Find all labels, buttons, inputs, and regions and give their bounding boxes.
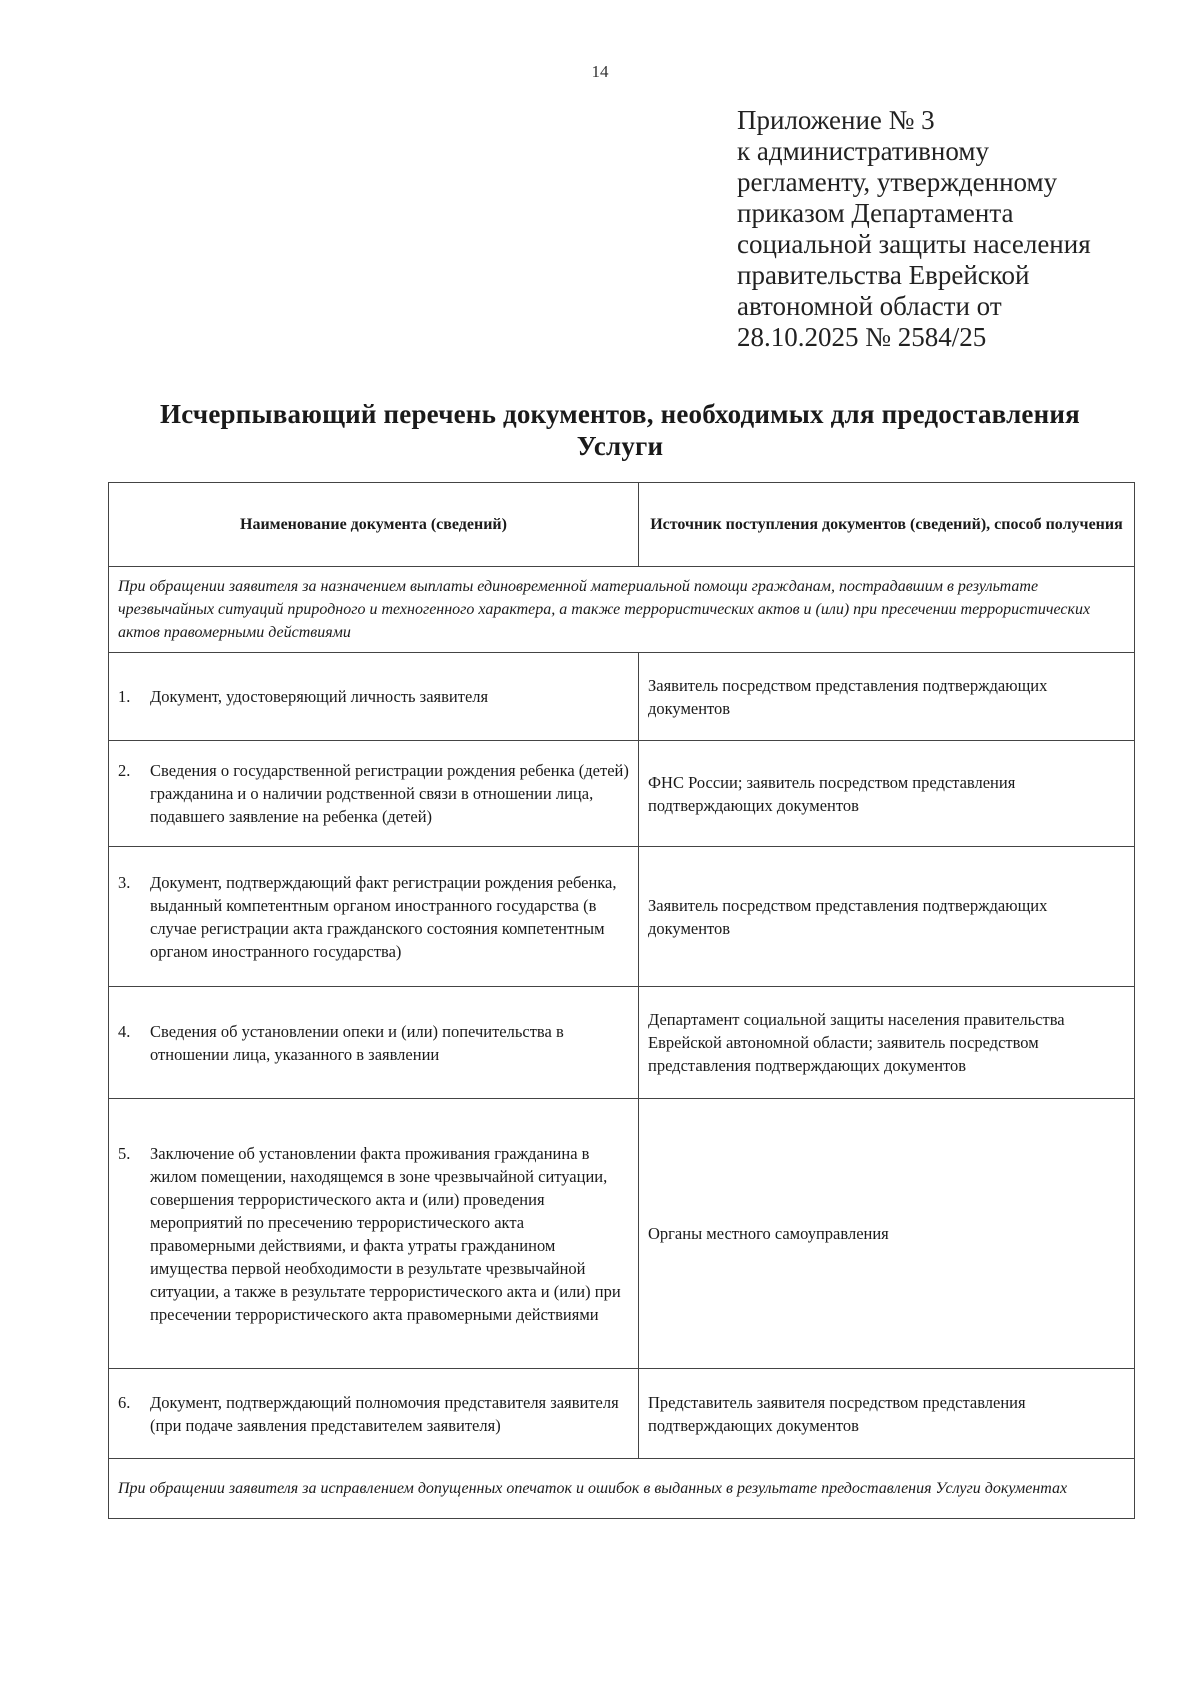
annex-line: правительства Еврейской (737, 260, 1030, 290)
document-name-cell (109, 1369, 639, 1459)
document-name-cell (109, 1099, 639, 1369)
document-name: Заключение об установлении факта проживания гражданина в жилом помещении, находящемся в зоне чрезвычайной ситуации, совершения террористического акта и (или) проведения мероприятий по пресечению террористического акта правомерными действиями, и факта утраты гражданином имущества первой необходимости в результате чрезвычайной ситуации, а также в результате террористического акта и (или) при пресечении террористического акта правомерными действиями (150, 1143, 621, 1324)
header-document-name: Наименование документа (сведений) (109, 483, 639, 567)
section-heading-corrections: При обращении заявителя за исправлением допущенных опечаток и ошибок в выданных в результате предоставления Услуги документах (109, 1459, 1135, 1519)
document-name-cell (109, 653, 639, 741)
document-name: Документ, удостоверяющий личность заявителя (150, 687, 489, 706)
annex-header (737, 105, 1157, 353)
table-row (109, 741, 1135, 847)
document-title (120, 398, 1120, 462)
row-number: 5. (118, 1143, 131, 1163)
document-name: Документ, подтверждающий полномочия представителя заявителя (при подаче заявления представителем заявителя) (150, 1392, 619, 1435)
section-row (109, 567, 1135, 653)
document-name: Сведения о государственной регистрации рождения ребенка (детей) гражданина и о наличии родственной связи в отношении лица, подавшего заявление на ребенка (детей) (150, 761, 629, 826)
document-source: Заявитель посредством представления подтверждающих документов (639, 653, 1135, 741)
row-number: 1. (118, 687, 131, 706)
row-number: 3. (118, 872, 131, 892)
document-title-line-2: Услуги (576, 431, 664, 461)
page-number: 14 (591, 62, 609, 81)
table-row (109, 987, 1135, 1099)
annex-line: регламенту, утвержденному (737, 167, 1058, 197)
document-name-cell (109, 741, 639, 847)
annex-line: к административному (737, 136, 989, 166)
table-row (109, 1369, 1135, 1459)
row-number: 2. (118, 761, 131, 780)
document-source: Департамент социальной защиты населения правительства Еврейской автономной области; заявитель посредством представления подтверждающих документов (639, 987, 1135, 1099)
annex-line: Приложение № 3 (737, 105, 935, 135)
row-number: 4. (118, 1021, 131, 1041)
table-row (109, 1099, 1135, 1369)
annex-line: автономной области от (737, 291, 1002, 321)
document-source: Заявитель посредством представления подтверждающих документов (639, 847, 1135, 987)
document-source: ФНС России; заявитель посредством представления подтверждающих документов (639, 741, 1135, 847)
table-row (109, 653, 1135, 741)
section-row (109, 1459, 1135, 1519)
document-name: Документ, подтверждающий факт регистрации рождения ребенка, выданный компетентным органом иностранного государства (в случае регистрации акта гражданского состояния компетентным органом иностранного государства) (150, 872, 617, 961)
table-row (109, 847, 1135, 987)
section-heading-lump-sum-aid: При обращении заявителя за назначением выплаты единовременной материальной помощи гражданам, пострадавшим в результате чрезвычайных ситуаций природного и техногенного характера, а также террористических актов и (или) при пресечении террористических актов правомерными действиями (109, 567, 1135, 653)
document-name-cell (109, 987, 639, 1099)
documents-table (108, 482, 1135, 1519)
document-title-line-1: Исчерпывающий перечень документов, необходимых для предоставления (160, 399, 1080, 429)
table-header-row (109, 483, 1135, 567)
row-number: 6. (118, 1392, 131, 1412)
document-source: Органы местного самоуправления (639, 1099, 1135, 1369)
annex-line: приказом Департамента (737, 198, 1014, 228)
document-source: Представитель заявителя посредством представления подтверждающих документов (639, 1369, 1135, 1459)
document-name-cell (109, 847, 639, 987)
header-document-source: Источник поступления документов (сведений), способ получения (639, 483, 1135, 567)
document-name: Сведения об установлении опеки и (или) попечительства в отношении лица, указанного в заявлении (150, 1021, 564, 1064)
annex-line: социальной защиты населения (737, 229, 1091, 259)
annex-line: 28.10.2025 № 2584/25 (737, 322, 987, 352)
